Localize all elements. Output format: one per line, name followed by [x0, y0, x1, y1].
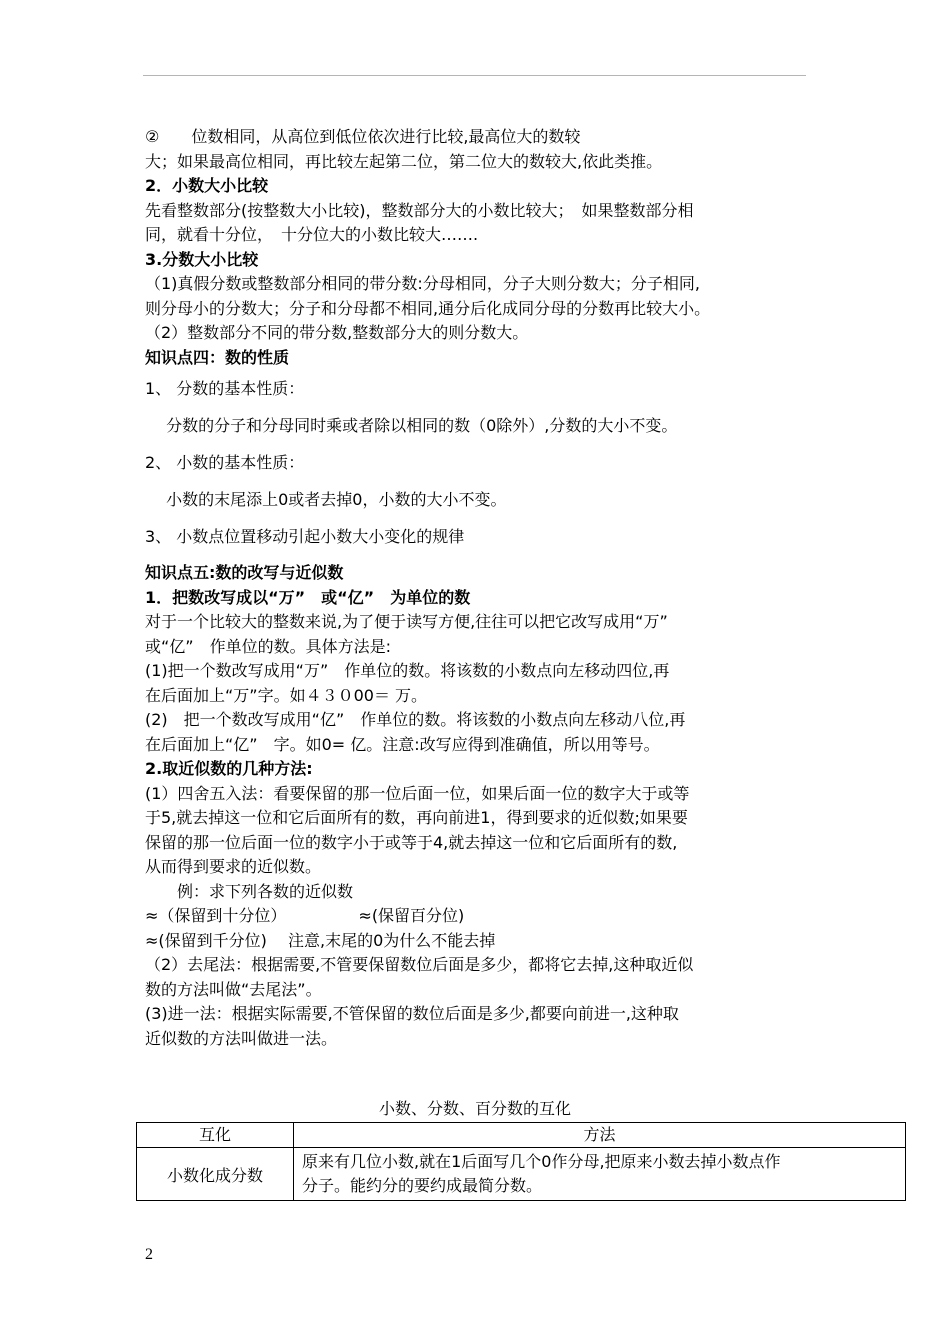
text-line: 则分母小的分数大；分子和分母都不相同,通分后化成同分母的分数再比较大小。	[145, 298, 711, 318]
text-line: 近似数的方法叫做进一法。	[145, 1028, 338, 1048]
text-line: 3、 小数点位置移动引起小数大小变化的规律	[145, 527, 465, 546]
section-heading: 2.取近似数的几种方法:	[145, 759, 313, 778]
text-line: ≈（保留到十分位） ≈(保留百分位)	[145, 906, 465, 925]
conversion-table	[136, 1122, 906, 1201]
table-header-cell: 互化	[137, 1123, 294, 1148]
text-line: ≈(保留到千分位) 注意,末尾的0为什么不能去掉	[145, 930, 496, 950]
page-content	[145, 125, 845, 1051]
page-number: 2	[145, 1246, 153, 1263]
text-line: 先看整数部分(按整数大小比较)，整数部分大的小数比较大； 如果整数部分相	[145, 200, 694, 220]
text-line: 于5,就去掉这一位和它后面所有的数，再向前进1，得到要求的近似数;如果要	[145, 808, 688, 827]
text-line: (1)把一个数改写成用“万” 作单位的数。将该数的小数点向左移动四位,再	[145, 661, 670, 680]
text-line: 1、 分数的基本性质：	[145, 379, 305, 398]
text-line: ② 位数相同，从高位到低位依次进行比较,最高位大的数较	[145, 127, 581, 146]
text-line: 在后面加上“万”字。如４３０00＝ 万。	[145, 685, 428, 705]
text-line: 分数的分子和分母同时乘或者除以相同的数（0除外）,分数的大小不变。	[145, 416, 678, 435]
table-header-row	[137, 1123, 906, 1148]
section-heading: 知识点五:数的改写与近似数	[145, 563, 344, 582]
table-row	[137, 1148, 906, 1201]
table-cell-label: 小数化成分数	[137, 1148, 294, 1201]
section-heading: 1．把数改写成以“万” 或“亿” 为单位的数	[145, 587, 471, 607]
text-line: 例：求下列各数的近似数	[145, 881, 354, 901]
method-line: 分子。能约分的要约成最简分数。	[302, 1176, 543, 1195]
text-line: (2) 把一个数改写成用“亿” 作单位的数。将该数的小数点向左移动八位,再	[145, 710, 686, 729]
table-cell-method	[294, 1148, 906, 1201]
table-caption: 小数、分数、百分数的互化	[378, 1099, 571, 1118]
method-line: 原来有几位小数,就在1后面写几个0作分母,把原来小数去掉小数点作	[302, 1152, 781, 1171]
section-heading: 知识点四：数的性质	[145, 347, 290, 367]
text-line: 从而得到要求的近似数。	[145, 857, 322, 876]
text-line: （2）整数部分不同的带分数,整数部分大的则分数大。	[145, 323, 529, 342]
text-line: 同，就看十分位， 十分位大的小数比较大…….	[145, 225, 479, 244]
section-heading: 2．小数大小比较	[145, 176, 269, 195]
text-line: 小数的末尾添上0或者去掉0，小数的大小不变。	[145, 490, 507, 509]
text-line: 或“亿” 作单位的数。具体方法是:	[145, 636, 391, 656]
text-line: 保留的那一位后面一位的数字小于或等于4,就去掉这一位和它后面所有的数,	[145, 832, 678, 852]
text-line: (1）四舍五入法：看要保留的那一位后面一位，如果后面一位的数字大于或等	[145, 783, 690, 803]
header-rule	[143, 75, 806, 76]
text-line: 大；如果最高位相同，再比较左起第二位，第二位大的数较大,依此类推。	[145, 151, 663, 171]
text-line: (3)进一法：根据实际需要,不管保留的数位后面是多少,都要向前进一,这种取	[145, 1004, 679, 1023]
text-line: 2、 小数的基本性质：	[145, 453, 305, 472]
section-heading: 3.分数大小比较	[145, 249, 259, 269]
table-header-cell: 方法	[294, 1123, 906, 1148]
text-line: 对于一个比较大的整数来说,为了便于读写方便,往往可以把它改写成用“万”	[145, 612, 668, 631]
text-line: 在后面加上“亿” 字。如0= 亿。注意:改写应得到准确值，所以用等号。	[145, 734, 660, 754]
text-line: （2）去尾法：根据需要,不管要保留数位后面是多少，都将它去掉,这种取近似	[145, 955, 694, 974]
text-line: 数的方法叫做“去尾法”。	[145, 979, 322, 999]
text-line: （1)真假分数或整数部分相同的带分数:分母相同，分子大则分数大；分子相同,	[145, 274, 700, 293]
